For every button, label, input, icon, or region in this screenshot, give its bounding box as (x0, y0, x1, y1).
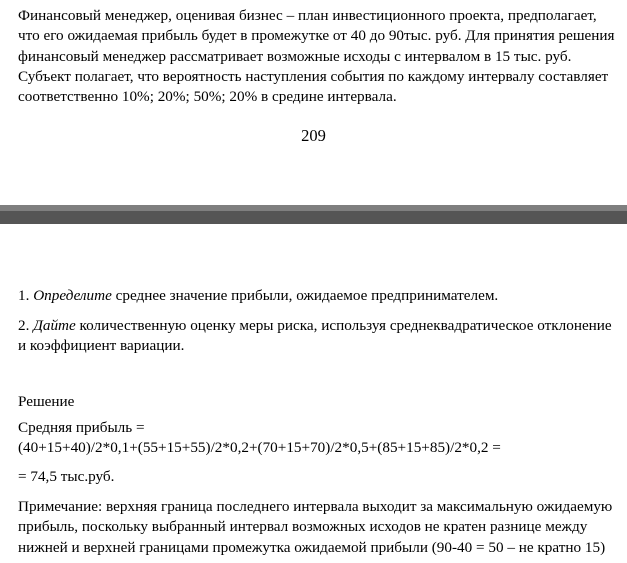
task-2 (18, 316, 618, 357)
task-2-verb: Дайте (33, 317, 76, 334)
task-2-number: 2. (18, 317, 34, 334)
page-top (0, 0, 627, 205)
page-number: 209 (301, 126, 326, 145)
problem-statement: Финансовый менеджер, оценивая бизнес – план инвестиционного проекта, предполагает, что его ожидаемая прибыль будет в промежутке от 40 до 90тыс. руб. Для принятия решения финансовый менеджер рассматривает возможные исходы с интервалом в 15 тыс. руб. Субъект полагает, что вероятность наступления события по каждому интервалу составляет соответственно 10%; 20%; 50%; 20% в средине интервала. (18, 7, 615, 106)
task-1 (18, 286, 618, 306)
task-1-number: 1. (18, 287, 34, 304)
task-1-text: среднее значение прибыли, ожидаемое предпринимателем. (111, 287, 499, 304)
task-2-text: количественную оценку меры риска, используя среднеквадратическое отклонение и коэффициент вариации. (18, 317, 612, 355)
note: Примечание: верхняя граница последнего интервала выходит за максимальную ожидаемую прибыль, поскольку выбранный интервал возможных исходов не кратен разнице между нижней и верхней границами промежутка ожидаемой прибыли (90-40 = 50 – не кратно 15) (18, 498, 613, 556)
page-gap (0, 211, 627, 224)
average-profit-formula: (40+15+40)/2*0,1+(55+15+55)/2*0,2+(70+15+70)/2*0,5+(85+15+85)/2*0,2 = (18, 439, 501, 456)
page-bottom (0, 224, 627, 563)
solution-heading: Решение (18, 393, 75, 410)
task-1-verb: Определите (33, 287, 112, 304)
average-profit-label: Средняя прибыль = (18, 419, 145, 436)
average-profit-result: = 74,5 тыс.руб. (18, 468, 115, 485)
